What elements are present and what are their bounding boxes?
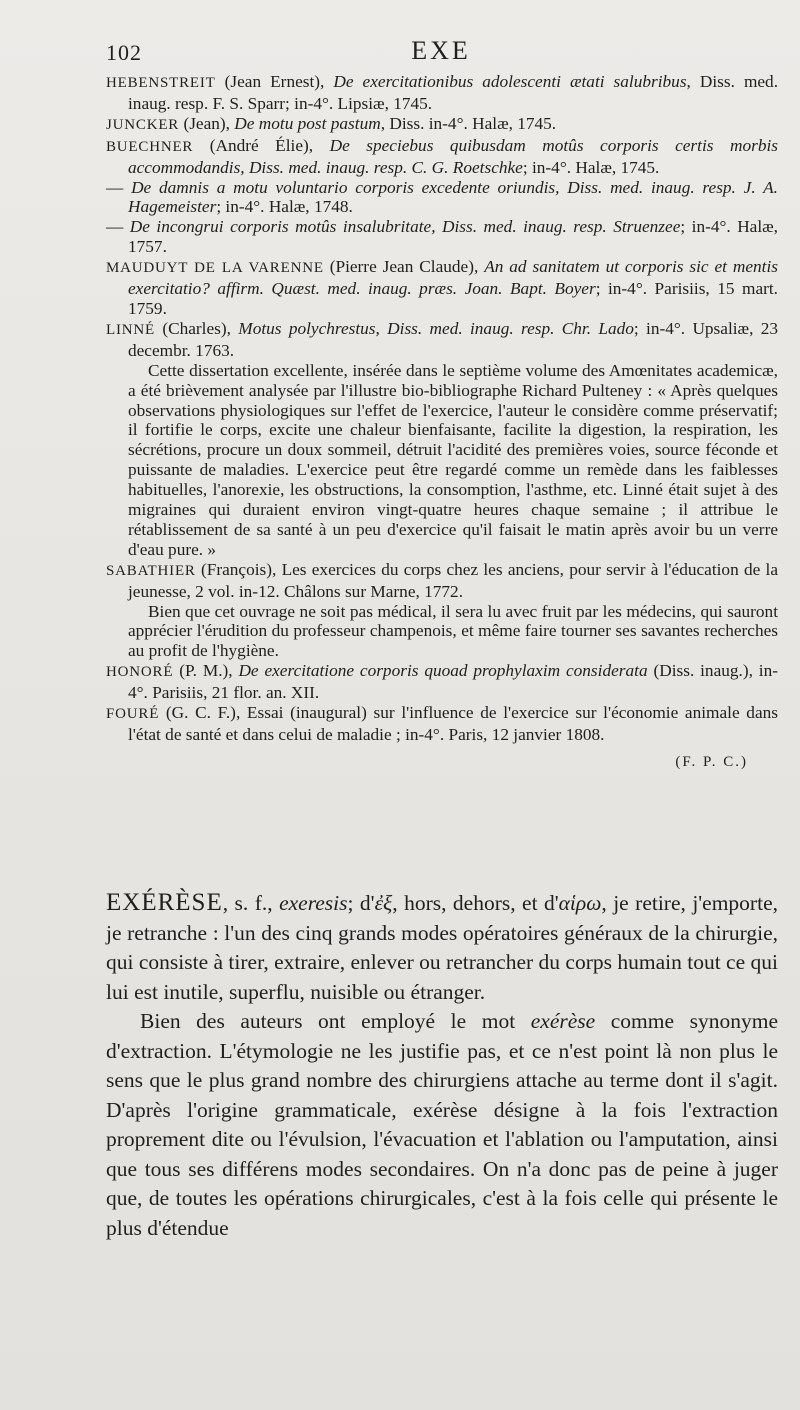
signature: (F. P. C.)	[675, 753, 748, 770]
bib-author: MAUDUYT DE LA VARENNE	[106, 260, 324, 277]
bib-title: An ad sanitatem ut corporis sic et mentis exercitatio? affirm. Quæst. med. inaug. præs. Joan. Bapt. Boyer	[128, 257, 778, 299]
etymology-text: , hors, dehors, et d'	[392, 891, 559, 915]
bib-title: De motu post pastum	[234, 113, 381, 133]
bib-author-name: (Charles)	[162, 318, 227, 338]
bib-author-name: (Pierre Jean Claude)	[329, 257, 474, 277]
bib-entry: LINNÉ (Charles), Motus polychrestus, Diss. med. inaug. resp. Chr. Lado; in-4°. Upsaliæ, 23 decembr. 1763.	[106, 318, 779, 360]
article-paragraph	[106, 1007, 778, 1243]
bib-details: ; in-4°. Halæ, 1757.	[128, 217, 778, 257]
bib-entry: JUNCKER (Jean), De motu post pastum, Diss. in-4°. Halæ, 1745.	[106, 113, 557, 133]
bib-author-name: (François)	[200, 559, 272, 579]
bib-author-name: (André Élie)	[209, 135, 309, 155]
bib-entry	[106, 217, 778, 257]
bib-entry	[106, 703, 778, 745]
bib-entry: BUECHNER (André Élie), De speciebus quibusdam motûs corporis certis morbis accommodandis, Diss. med. inaug. resp. C. G. Roetschke; in-4°. Halæ, 1745.	[106, 135, 778, 177]
bib-author-name: (Jean Ernest)	[224, 72, 321, 91]
bib-title: Motus polychrestus, Diss. med. inaug. resp. Chr. Lado	[238, 318, 634, 338]
greek-term: αἱρω	[558, 891, 602, 915]
definition-text: , je retire, j'emporte, je retranche : l'un des cinq grands modes opératoires généraux de la chirurgie, qui consiste à tirer, extraire, enlever ou retrancher du corps humain tout ce qui lui est inutile, superflu, nuisible ou étranger.	[106, 891, 778, 1004]
page-number: 102	[106, 40, 142, 65]
page-header	[106, 36, 776, 70]
bib-author: HEBENSTREIT	[106, 75, 216, 91]
headword: EXÉRÈSE	[106, 889, 223, 916]
bib-details: ; in-4°. Parisiis, 15 mart. 1759.	[128, 279, 778, 318]
running-head: EXE	[411, 36, 471, 65]
grammar-label: , s. f.,	[222, 891, 280, 915]
sabathier-note: Bien que cet ouvrage ne soit pas médical, il sera lu avec fruit par les médecins, qui sauront apprécier l'érudition du professeur champenois, et même faire tourner ses savantes recherches au profit de l'hygiène.	[128, 601, 778, 661]
bib-author-name: (G. C. F.)	[165, 703, 236, 723]
bib-entry: HONORÉ (P. M.), De exercitatione corporis quoad prophylaxim considerata (Diss. inaug.), in-4°. Parisiis, 21 flor. an. XII.	[106, 661, 778, 703]
greek-term: ἐξ	[374, 891, 393, 915]
bib-title: De incongrui corporis motûs insalubritate, Diss. med. inaug. resp. Struenzee	[129, 217, 681, 237]
bib-author: BUECHNER	[106, 138, 194, 155]
paragraph-text: comme synonyme d'extraction. L'étymologie ne les justifie pas, et ce n'est point là non plus le sens que le plus grand nombre des chirurgiens attache au terme dont il s'agit. D'après l'origine grammaticale, exérèse désigne à la fois l'extraction proprement dite ou l'évulsion, l'évacuation et l'ablation ou l'amputation, ainsi que tous ses différens modes secondaires. On n'a donc pas de peine à juger que, de toutes les opérations chirurgicales, c'est à la fois celle qui présente le plus d'étendue	[106, 1009, 778, 1240]
bib-entry: MAUDUYT DE LA VARENNE (Pierre Jean Claude), An ad sanitatem ut corporis sic et mentis exercitatio? affirm. Quæst. med. inaug. præs. Joan. Bapt. Boyer; in-4°. Parisiis, 15 mart. 1759.	[106, 257, 778, 318]
term-emphasis: exérèse	[530, 1009, 596, 1033]
bib-details: ; in-4°. Upsaliæ, 23 decembr. 1763.	[128, 318, 779, 360]
bib-details: , Diss. in-4°. Halæ, 1745.	[380, 113, 557, 133]
bib-details: , Les exercices du corps chez les anciens, pour servir à l'éducation de la jeunesse, 2 vol. in-12. Châlons sur Marne, 1772.	[128, 559, 778, 601]
bib-details: ; in-4°. Halæ, 1745.	[522, 157, 660, 177]
bib-details: , Diss. med. inaug. resp. F. S. Sparr; in-4°. Lipsiæ, 1745.	[128, 72, 779, 113]
bib-author: LINNÉ	[106, 321, 155, 338]
bib-title: De exercitatione corporis quoad prophylaxim considerata	[238, 661, 648, 681]
bib-title: De exercitationibus adolescenti ætati salubribus	[333, 72, 687, 91]
bib-details: ; in-4°. Halæ, 1748.	[216, 197, 353, 217]
bib-entry	[106, 560, 778, 602]
bib-title: De damnis a motu voluntario corporis excedente oriundis, Diss. med. inaug. resp. J. A. Hagemeister	[128, 177, 778, 217]
bibliography-section	[106, 72, 778, 773]
bib-entry	[106, 178, 778, 218]
bib-dash: —	[106, 177, 124, 197]
bib-dash: —	[106, 217, 124, 237]
bib-author: HONORÉ	[106, 664, 174, 681]
bib-details: (Diss. inaug.), in-4°. Parisiis, 21 flor. an. XII.	[128, 661, 778, 703]
paragraph-text: Bien des auteurs ont employé le mot	[140, 1009, 531, 1033]
dictionary-article	[106, 888, 778, 1243]
latin-term: exeresis	[279, 891, 348, 915]
bib-author: SABATHIER	[106, 562, 196, 579]
bib-author: FOURÉ	[106, 706, 160, 723]
bib-title: De speciebus quibusdam motûs corporis certis morbis accommodandis, Diss. med. inaug. resp. C. G. Roetschke	[128, 135, 778, 177]
bib-author: JUNCKER	[106, 116, 180, 133]
bib-details: , Essai (inaugural) sur l'influence de l'exercice sur l'économie animale dans l'état de santé et dans celui de maladie ; in-4°. Paris, 12 janvier 1808.	[128, 703, 778, 744]
linne-note: Cette dissertation excellente, insérée dans le septième volume des Amœnitates academicæ, a été brièvement analysée par l'illustre bio-bibliographe Richard Pulteney : « Après quelques observations physiologiques sur l'effet de l'exercice, l'auteur le considère comme préservatif; il fortifie le corps, excite une chaleur bienfaisante, facilite la digestion, la respiration, les sécrétions, procure un doux sommeil, détruit l'acidité des premières voies, source féconde et puissante de maladies. L'exercice peut être regardé comme un remède dans les faiblesses habituelles, l'anorexie, les obstructions, la consomption, l'asthme, etc. Linné était sujet à des migraines qui duraient environ vingt-quatre heures chaque semaine ; il attribue le rétablissement de sa santé à un peu d'exercice qu'il faisait le matin après avoir bu un verre d'eau pure. »	[128, 360, 778, 559]
etymology-text: ; d'	[347, 891, 375, 915]
bib-entry: HEBENSTREIT (Jean Ernest), De exercitationibus adolescenti ætati salubribus, Diss. med. inaug. resp. F. S. Sparr; in-4°. Lipsiæ, 1745.	[106, 72, 779, 113]
article-definition	[106, 888, 778, 1007]
bib-author-name: (Jean)	[183, 113, 226, 133]
bib-author-name: (P. M.)	[179, 661, 229, 681]
